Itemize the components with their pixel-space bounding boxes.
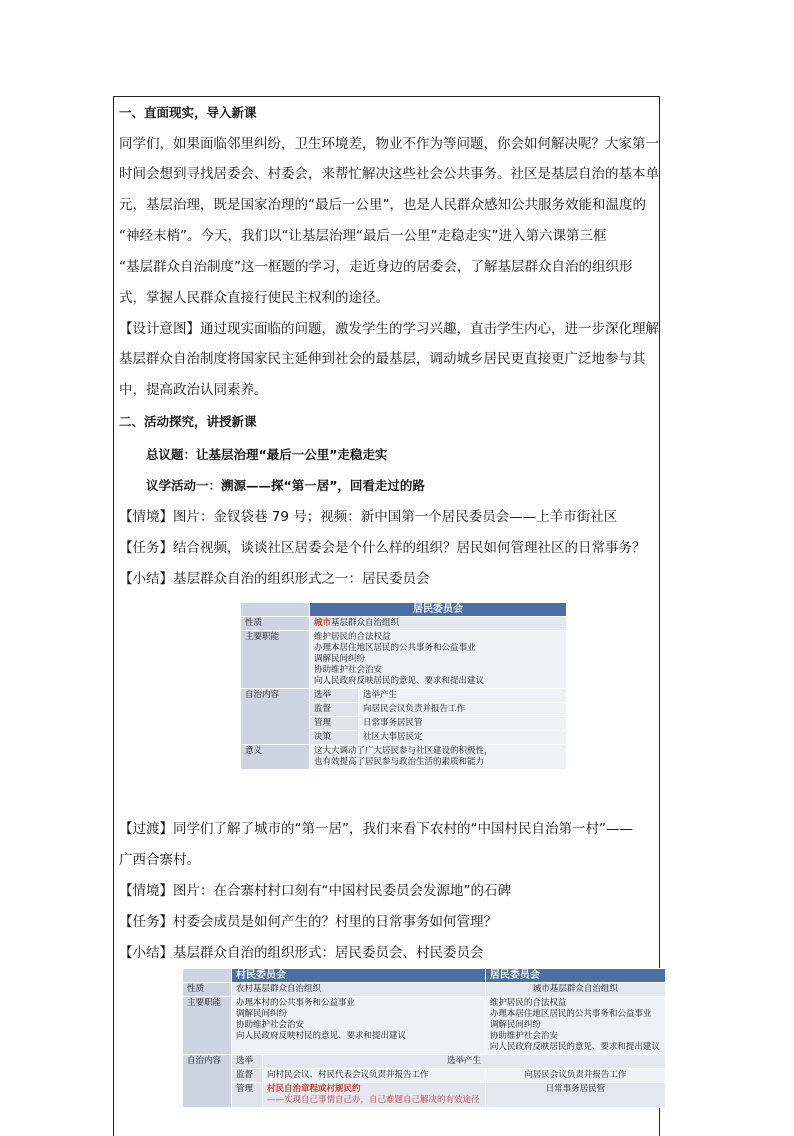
intent-line: 中，提高政治认同素养。 <box>119 382 268 398</box>
resident-manage: 日常事务居民管 <box>485 1083 665 1108</box>
para-line: 元，基层治理，既是国家治理的“最后一公里”，也是人民群众感知公共服务效能和温度的 <box>119 197 646 213</box>
topic: 总议题：让基层治理“最后一公里”走稳走实 <box>146 447 388 462</box>
comparison-table <box>182 968 666 1108</box>
para-line: “神经末梢”。今天，我们以“让基层治理“最后一公里”走稳走实”进入第六课第三框 <box>119 228 607 244</box>
row-label: 主要职能 <box>241 631 310 689</box>
body-line: 【小结】基层群众自治的组织形式之一：居民委员会 <box>119 571 430 587</box>
resident-nature: 城市基层群众自治组织 <box>485 983 665 997</box>
body-line: 广西合寨村。 <box>119 852 200 868</box>
resident-header: 居民委员会 <box>485 969 665 983</box>
body-line: 【小结】基层群众自治的组织形式：居民委员会、村民委员会 <box>119 945 484 961</box>
sub-value: 选举产生 <box>359 689 567 703</box>
intent-line: 基层群众自治制度将国家民主延伸到社会的最基层，调动城乡居民更直接更广泛地参与其 <box>119 351 646 367</box>
sub-label: 管理 <box>232 1083 263 1108</box>
sub-label: 监督 <box>232 1069 263 1083</box>
para-line: “基层群众自治制度”这一框题的学习，走近身边的居委会，了解基层群众自治的组织形 <box>119 259 633 275</box>
resident-supervise: 向居民会议负责并报告工作 <box>485 1069 665 1083</box>
village-supervise: 向村民会议、村民代表会议负责并报告工作 <box>263 1069 486 1083</box>
meaning-cell: 这大大调动了广大居民参与社区建设的积极性， 也有效提高了居民参与政治生活的素质和能力 <box>310 745 567 770</box>
sub-value: 社区大事居民定 <box>359 731 567 745</box>
para-line: 时间会想到寻找居委会、村委会，来帮忙解决这些社会公共事务。社区是基层自治的基本单 <box>119 166 659 182</box>
duties-cell: 维护居民的合法权益 办理本居住地区居民的公共事务和公益事业 调解民间纠纷 协助维护社会治安 向人民政府反映居民的意见、要求和提出建议 <box>310 631 567 689</box>
village-duties: 办理本村的公共事务和公益事业 调解民间纠纷 协助维护社会治安 向人民政府反映村民的意见、要求和提出建议 <box>232 997 486 1055</box>
table-header: 居民委员会 <box>310 603 567 617</box>
para-line: 式，掌握人民群众直接行使民主权利的途径。 <box>119 290 389 306</box>
intent-line: 【设计意图】通过现实面临的问题，激发学生的学习兴趣，直击学生内心，进一步深化理解 <box>119 321 659 337</box>
row-label: 自治内容 <box>183 1055 232 1108</box>
body-line: 【任务】结合视频，谈谈社区居委会是个什么样的组织？居民如何管理社区的日常事务？ <box>119 540 646 556</box>
para-line: 同学们，如果面临邻里纠纷，卫生环境差，物业不作为等问题，你会如何解决呢？大家第一 <box>119 136 659 152</box>
section2-heading: 二、活动探究，讲授新课 <box>119 414 257 429</box>
sub-value: 向居民会议负责并报告工作 <box>359 703 567 717</box>
body-line: 【情境】图片：金钗袋巷 79 号；视频：新中国第一个居民委员会——上羊市街社区 <box>119 509 618 525</box>
village-header: 村民委员会 <box>232 969 486 983</box>
row-label: 性质 <box>241 617 310 631</box>
nature-cell: 城市基层群众自治组织 <box>310 617 567 631</box>
body-line: 【情境】图片：在合寨村村口刻有“中国村民委员会发源地”的石碑 <box>119 883 511 899</box>
sub-label: 管理 <box>310 717 359 731</box>
body-line: 【过渡】同学们了解了城市的“第一居”，我们来看下农村的“中国村民自治第一村”—— <box>119 821 633 837</box>
village-manage: 村民自治章程或村规民约 ——实现自己事情自己办，自己难题自己解决的有效途径 <box>263 1083 486 1108</box>
village-nature: 农村基层群众自治组织 <box>232 983 486 997</box>
sub-label: 决策 <box>310 731 359 745</box>
row-label: 意义 <box>241 745 310 770</box>
body-line: 【任务】村委会成员是如何产生的？村里的日常事务如何管理？ <box>119 914 497 930</box>
election-value: 选举产生 <box>263 1055 666 1069</box>
row-label: 性质 <box>183 983 232 997</box>
resident-duties: 维护居民的合法权益 办理本居住地区居民的公共事务和公益事业 调解民间纠纷 协助维护社会治安 向人民政府反映居民的意见、要求和提出建议 <box>485 997 665 1055</box>
sub-label: 监督 <box>310 703 359 717</box>
row-label: 自治内容 <box>241 689 310 745</box>
sub-label: 选举 <box>232 1055 263 1069</box>
activity-title: 议学活动一：溯源——探“第一居”，回看走过的路 <box>146 478 425 493</box>
section1-heading: 一、直面现实，导入新课 <box>119 105 257 120</box>
sub-label: 选举 <box>310 689 359 703</box>
row-label: 主要职能 <box>183 997 232 1055</box>
resident-committee-table <box>240 602 567 770</box>
sub-value: 日常事务居民管 <box>359 717 567 731</box>
